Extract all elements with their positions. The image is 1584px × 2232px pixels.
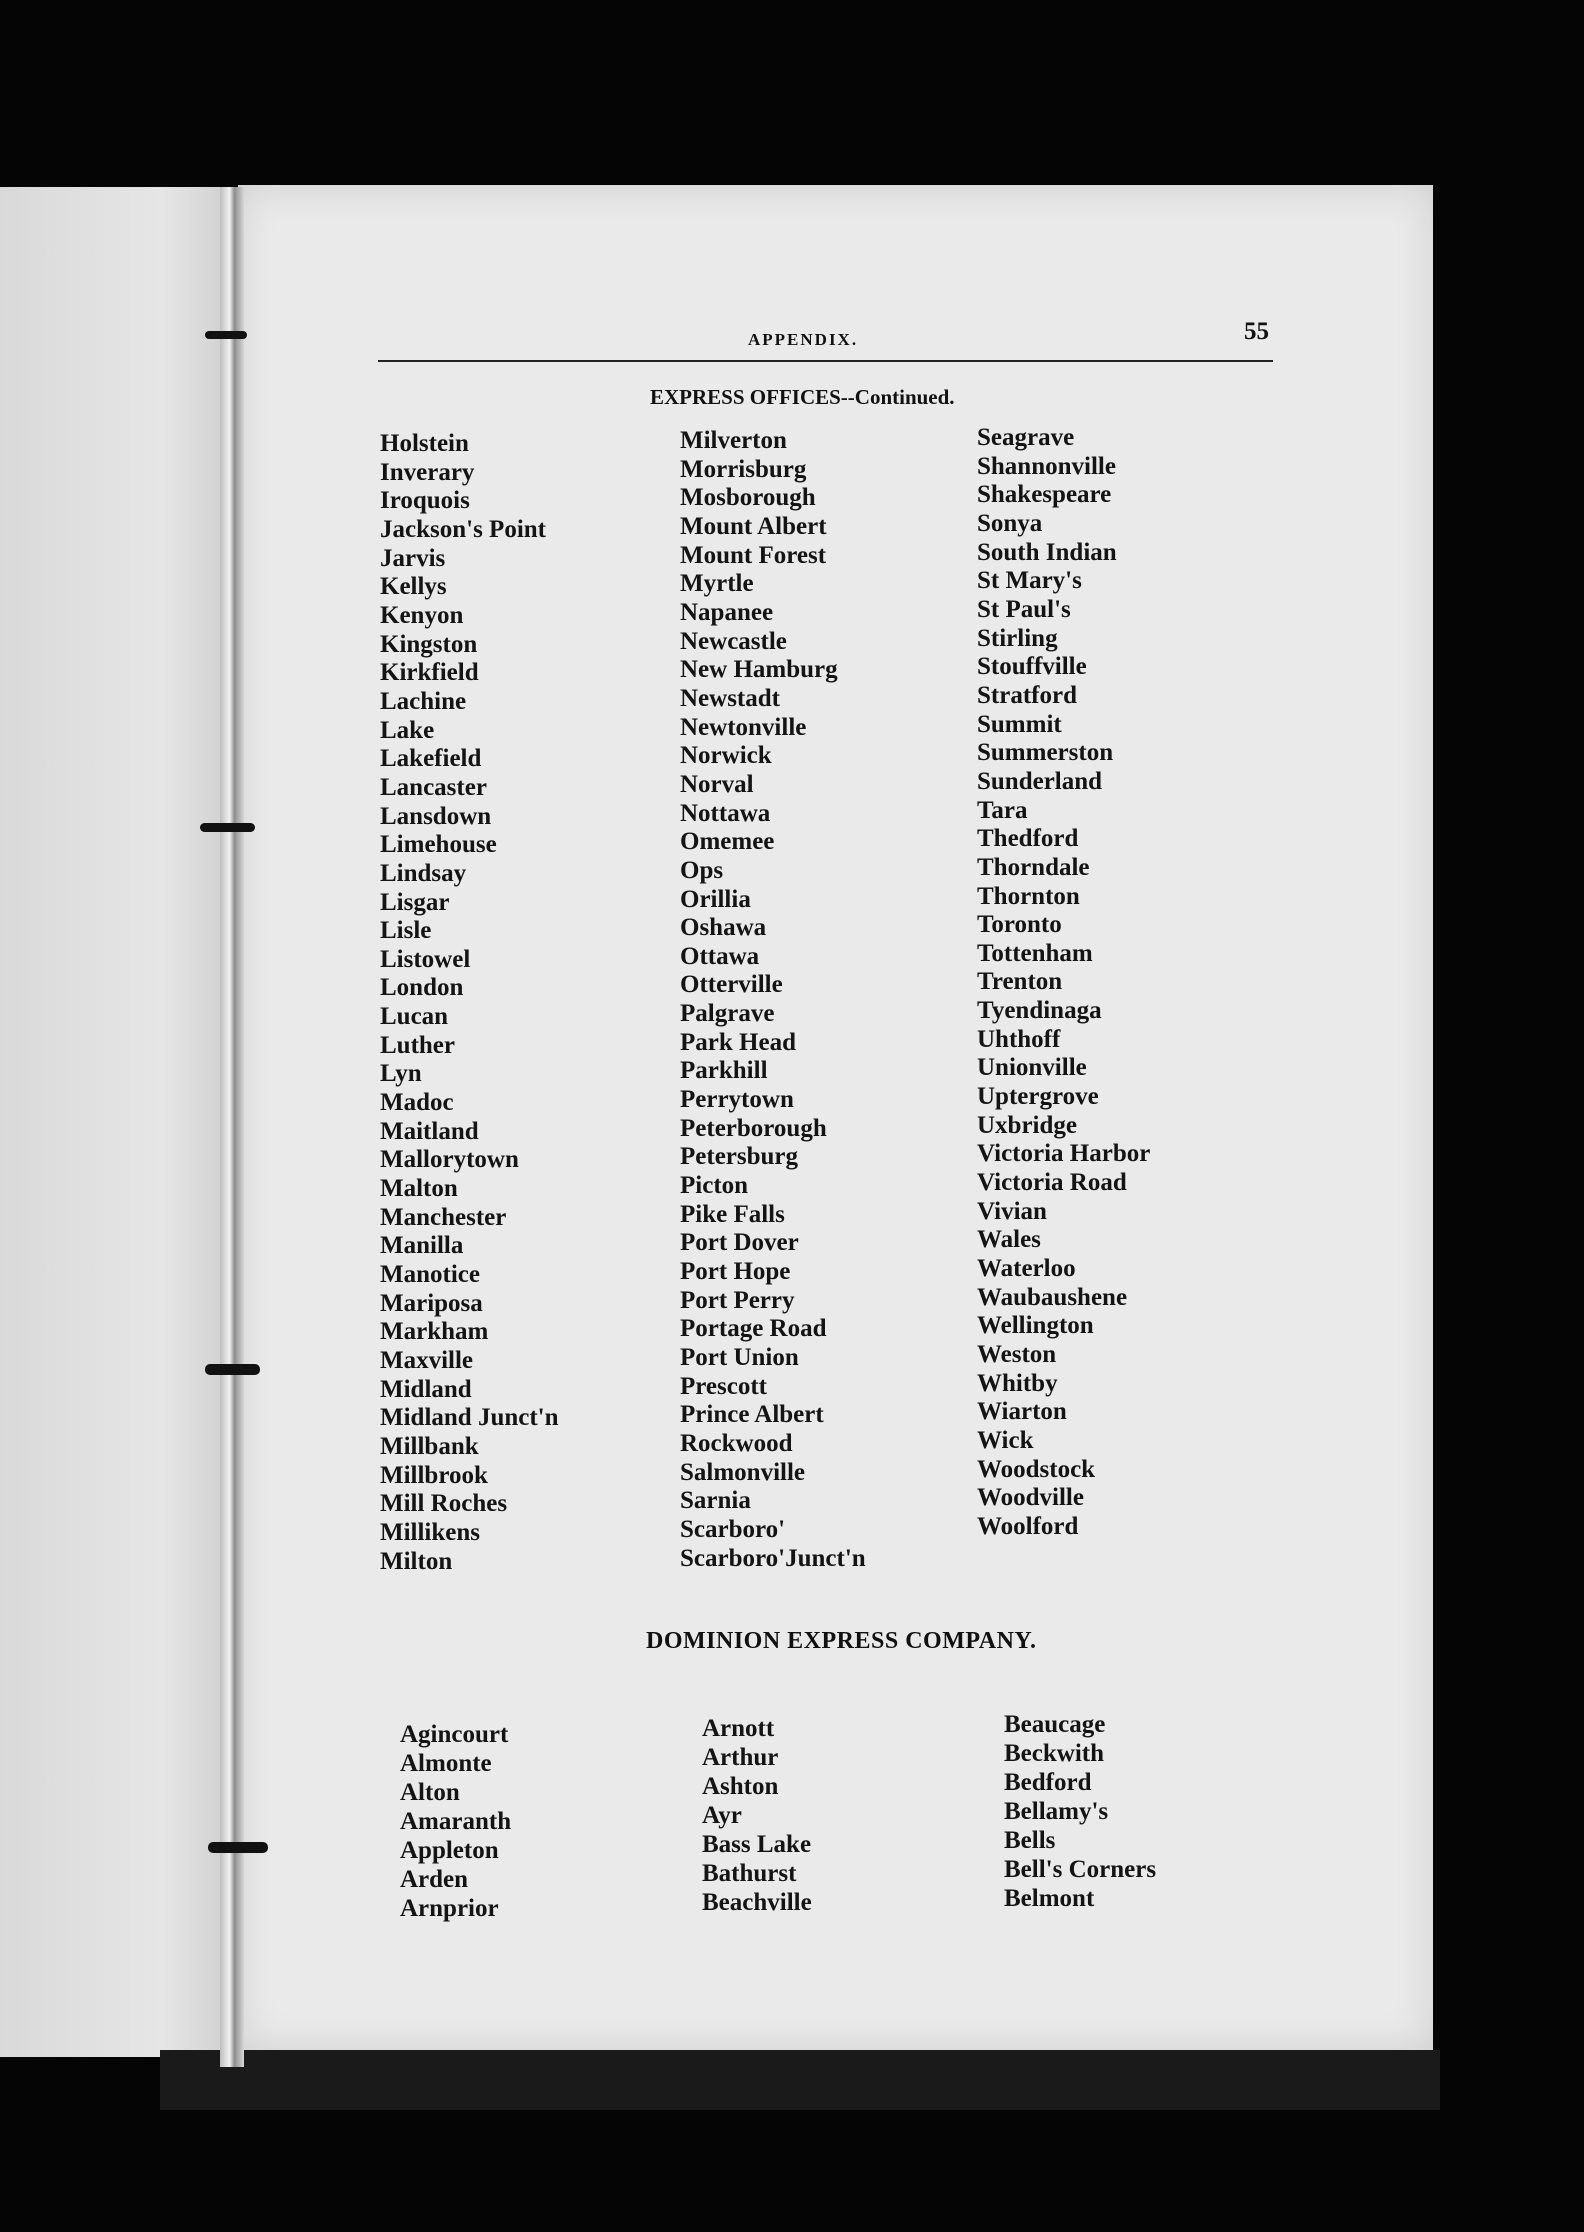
place-name: Norval	[680, 770, 754, 798]
place-name: Bell's Corners	[1004, 1856, 1157, 1883]
place-name: Milverton	[680, 427, 787, 454]
place-name: Petersburg	[680, 1143, 799, 1171]
place-name: Newstadt	[680, 684, 780, 712]
place-name: Tottenham	[977, 939, 1093, 967]
place-name: Victoria Harbor	[977, 1140, 1151, 1168]
express-offices-column-3	[977, 424, 1150, 1542]
place-name: Woodstock	[977, 1455, 1096, 1483]
place-name: Madoc	[380, 1089, 454, 1117]
place-name: Alton	[400, 1779, 460, 1806]
place-name: Wales	[977, 1226, 1041, 1254]
place-name: Mount Forest	[680, 541, 827, 569]
place-name: Prince Albert	[680, 1401, 824, 1429]
place-name: Victoria Road	[977, 1169, 1127, 1197]
header-rule	[378, 360, 1273, 362]
place-name: Mosborough	[680, 484, 816, 512]
place-name: Norwick	[680, 742, 772, 770]
dominion-express-heading: DOMINION EXPRESS COMPANY.	[646, 1628, 1037, 1654]
place-name: Otterville	[680, 971, 783, 999]
place-name: Kellys	[380, 573, 447, 601]
place-name: Waubaushene	[977, 1283, 1128, 1311]
place-name: Palgrave	[680, 1000, 775, 1028]
place-name: Lindsay	[380, 859, 467, 887]
place-name: Stirling	[977, 624, 1058, 652]
place-name: Beachville	[702, 1889, 812, 1916]
place-name: Bass Lake	[702, 1831, 812, 1858]
place-name: Waterloo	[977, 1255, 1076, 1283]
left-page-edge	[0, 187, 232, 2057]
place-name: Mallorytown	[380, 1146, 519, 1174]
place-name: Sonya	[977, 509, 1043, 537]
place-name: Limehouse	[380, 831, 497, 859]
place-name: Midland	[380, 1375, 472, 1403]
place-name: Manchester	[380, 1203, 507, 1231]
place-name: Portage Road	[680, 1315, 827, 1343]
place-name: Summerston	[977, 739, 1114, 767]
place-name: Port Perry	[680, 1286, 795, 1314]
dominion-express-column-3	[1004, 1710, 1156, 1913]
place-name: Arthur	[702, 1744, 779, 1771]
place-name: Trenton	[977, 968, 1063, 996]
place-name: Manilla	[380, 1232, 464, 1260]
place-name: Summit	[977, 710, 1062, 738]
place-name: Mount Albert	[680, 512, 827, 540]
place-name: Port Hope	[680, 1258, 791, 1286]
place-name: Belmont	[1004, 1885, 1095, 1912]
place-name: Uptergrove	[977, 1083, 1099, 1111]
place-name: Unionville	[977, 1054, 1087, 1082]
place-name: Lisgar	[380, 888, 450, 916]
place-name: Kenyon	[380, 601, 464, 629]
place-name: Ottawa	[680, 942, 760, 970]
place-name: Myrtle	[680, 570, 754, 598]
place-name: Lakefield	[380, 745, 482, 773]
place-name: Bellamy's	[1004, 1798, 1109, 1825]
place-name: Pike Falls	[680, 1200, 785, 1228]
place-name: Iroquois	[380, 487, 470, 515]
place-name: Appleton	[400, 1837, 499, 1864]
place-name: Ops	[680, 856, 724, 884]
place-name: Lansdown	[380, 802, 492, 830]
place-name: Peterborough	[680, 1114, 827, 1142]
place-name: Markham	[380, 1318, 489, 1346]
place-name: Lucan	[380, 1003, 449, 1031]
place-name: Lisle	[380, 917, 432, 945]
place-name: Woolford	[977, 1512, 1079, 1540]
place-name: Lyn	[380, 1060, 422, 1088]
place-name: Vivian	[977, 1197, 1047, 1225]
place-name: Newcastle	[680, 627, 787, 655]
place-name: Holstein	[380, 430, 469, 457]
binding-stitch	[205, 1364, 260, 1375]
place-name: Rockwood	[680, 1429, 793, 1457]
place-name: Maxville	[380, 1347, 474, 1374]
place-name: Manotice	[380, 1261, 480, 1289]
place-name: Sarnia	[680, 1487, 751, 1515]
place-name: Luther	[380, 1031, 455, 1059]
place-name: Wiarton	[977, 1398, 1067, 1426]
place-name: Seagrave	[977, 424, 1075, 451]
place-name: Kirkfield	[380, 659, 479, 687]
page-number: 55	[1244, 318, 1269, 345]
place-name: Ayr	[702, 1802, 742, 1829]
place-name: Ashton	[702, 1773, 779, 1800]
place-name: Picton	[680, 1172, 749, 1200]
place-name: Bedford	[1004, 1769, 1092, 1796]
place-name: Thorndale	[977, 853, 1090, 881]
place-name: Maitland	[380, 1117, 479, 1145]
place-name: Arden	[400, 1866, 469, 1893]
dominion-express-column-1	[400, 1720, 511, 1923]
place-name: Woodville	[977, 1484, 1084, 1512]
place-name: Millikens	[380, 1518, 481, 1546]
book-gutter	[220, 187, 244, 2067]
place-name: Toronto	[977, 911, 1062, 939]
place-name: Port Dover	[680, 1229, 799, 1257]
place-name: Uhthoff	[977, 1025, 1061, 1053]
place-name: Beckwith	[1004, 1740, 1104, 1767]
place-name: Kingston	[380, 630, 478, 658]
place-name: Almonte	[400, 1750, 492, 1777]
place-name: Amaranth	[400, 1808, 512, 1835]
place-name: Millbank	[380, 1432, 479, 1460]
place-name: Thornton	[977, 882, 1080, 910]
express-offices-column-2	[680, 427, 866, 1573]
place-name: Tara	[977, 796, 1028, 824]
place-name: Stouffville	[977, 653, 1087, 681]
place-name: Oshawa	[680, 914, 767, 942]
binding-stitch	[200, 823, 255, 832]
place-name: Listowel	[380, 945, 471, 973]
place-name: Orillia	[680, 885, 751, 913]
place-name: Inverary	[380, 458, 475, 486]
place-name: Scarboro'Junct'n	[680, 1544, 866, 1572]
place-name: Perrytown	[680, 1086, 794, 1114]
place-name: Sunderland	[977, 767, 1103, 795]
place-name: Jackson's Point	[380, 515, 547, 543]
place-name: Agincourt	[400, 1721, 509, 1748]
place-name: Napanee	[680, 598, 774, 626]
place-name: Jarvis	[380, 544, 446, 572]
place-name: St Paul's	[977, 595, 1071, 623]
place-name: Prescott	[680, 1372, 767, 1400]
place-name: Bells	[1004, 1827, 1056, 1854]
running-header: APPENDIX.	[748, 330, 859, 349]
place-name: Nottawa	[680, 799, 771, 827]
place-name: New Hamburg	[680, 656, 838, 684]
place-name: Malton	[380, 1175, 458, 1203]
place-name: Beaucage	[1004, 1711, 1106, 1738]
place-name: Shakespeare	[977, 481, 1112, 509]
place-name: Thedford	[977, 825, 1079, 853]
place-name: Wick	[977, 1426, 1034, 1454]
place-name: Omemee	[680, 828, 775, 856]
place-name: Whitby	[977, 1369, 1058, 1397]
place-name: Arnprior	[400, 1895, 499, 1922]
place-name: Midland Junct'n	[380, 1404, 559, 1432]
place-name: Scarboro'	[680, 1515, 786, 1543]
place-name: Park Head	[680, 1028, 796, 1056]
place-name: Port Union	[680, 1344, 799, 1371]
place-name: London	[380, 974, 464, 1002]
express-offices-heading: EXPRESS OFFICES--Continued.	[650, 385, 955, 409]
binding-stitch	[208, 1842, 268, 1853]
place-name: South Indian	[977, 538, 1117, 566]
place-name: Stratford	[977, 681, 1077, 709]
place-name: Arnott	[702, 1715, 775, 1742]
place-name: Tyendinaga	[977, 997, 1102, 1025]
place-name: Mill Roches	[380, 1490, 508, 1518]
place-name: Shannonville	[977, 452, 1116, 480]
express-offices-column-1	[380, 430, 559, 1576]
place-name: Milton	[380, 1547, 453, 1575]
place-name: Bathurst	[702, 1860, 797, 1887]
place-name: St Mary's	[977, 567, 1082, 595]
place-name: Newtonville	[680, 713, 807, 741]
place-name: Morrisburg	[680, 455, 807, 483]
place-name: Weston	[977, 1341, 1057, 1368]
place-name: Lachine	[380, 687, 467, 715]
place-name: Lancaster	[380, 773, 487, 801]
dominion-express-column-2	[702, 1714, 812, 1917]
place-name: Lake	[380, 716, 435, 744]
place-name: Parkhill	[680, 1057, 768, 1085]
place-name: Millbrook	[380, 1461, 488, 1489]
place-name: Salmonville	[680, 1458, 806, 1486]
place-name: Wellington	[977, 1312, 1094, 1340]
binding-stitch	[205, 331, 247, 339]
page-bottom-edge	[160, 2050, 1440, 2110]
place-name: Uxbridge	[977, 1111, 1077, 1139]
place-name: Mariposa	[380, 1289, 483, 1317]
